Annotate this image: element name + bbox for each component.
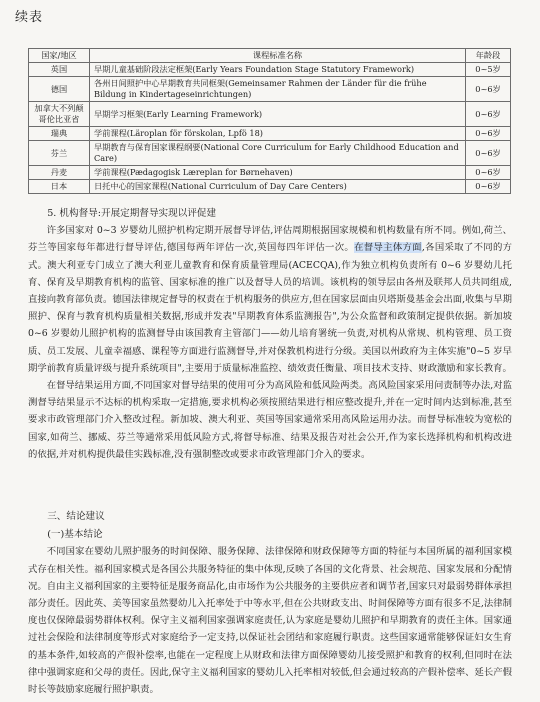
cell-age: 0~6岁 [466,141,511,166]
header-country: 国家/地区 [29,49,90,63]
continued-table-label: 续表 [15,10,44,25]
cell-age: 0~6岁 [466,77,511,102]
cell-age: 0~5岁 [466,63,511,77]
curriculum-standards-table [28,48,511,194]
section-3-heading: 三、结论建议 [47,511,105,522]
cell-country: 德国 [29,77,90,102]
paragraph-text: 许多国家对 0~3 岁婴幼儿照护机构定期开展督导评估,评估周期根据国家规模和机构数量有所不同。例如,荷兰、芬兰等国家每年都进行督导评估,德国每两年评估一次,英国每四年评估一次。 [28,225,512,254]
cell-standard: 日托中心的国家课程(National Curriculum of Day Care Centers) [90,180,466,194]
cell-country: 芬兰 [29,141,90,166]
section-5-heading: 5. 机构督导:开展定期督导实现以评促建 [47,208,217,219]
table-header-row [29,49,511,63]
cell-standard: 学前课程(Läroplan för förskolan, Lpfö 18) [90,127,466,141]
paragraph: 在督导结果运用方面,不同国家对督导结果的使用可分为高风险和低风险两类。高风险国家采用问责制等办法,对监测督导结果显示不达标的机构采取一定措施,要求机构必须按照结果进行相应整改提升,并在一定时间内达到标准,甚至要求市政管理部门介入整改过程。新加坡、澳大利亚、英国等国家通常采用高风险运用办法。而督导标准较为宽松的国家,如荷兰、挪威、芬兰等通常采用低风险方式,将督导标准、结果及报告对社会公开,作为家长选择机构和机构改进的依据,并对机构提供最佳实践标准,没有强制整改或要求市政管理部门介入的要求。 [28,380,512,460]
cell-age: 0~6岁 [466,180,511,194]
header-standard: 课程标准名称 [90,49,466,63]
cell-age: 0~6岁 [466,127,511,141]
cell-country: 英国 [29,63,90,77]
cell-country: 丹麦 [29,166,90,180]
cell-country: 日本 [29,180,90,194]
cell-standard: 各州日间照护中心早期教育共同框架(Gemeinsamer Rahmen der Länder für die frühe Bildung in Kindertageseinrichtungen) [90,77,466,102]
subsection-heading: (一)基本结论 [47,529,103,541]
section-5 [28,205,512,463]
cell-standard: 学前课程(Pædagogisk Læreplan for Børnehaven) [90,166,466,180]
section-conclusion [28,508,512,698]
paragraph [28,222,512,377]
table-row [29,63,511,77]
cell-age: 0~6岁 [466,166,511,180]
table-row [29,166,511,180]
header-age: 年龄段 [466,49,511,63]
cell-standard: 早期儿童基础阶段法定框架(Early Years Foundation Stage Statutory Framework) [90,63,466,77]
table-row [29,102,511,127]
table-row [29,141,511,166]
table-row [29,77,511,102]
paragraph: 不同国家在婴幼儿照护服务的时间保障、服务保障、法律保障和财政保障等方面的特征与本国所属的福利国家模式存在相关性。福利国家模式是各国公共服务特征的集中体现,反映了各国的文化背景、社会规范、国家发展和分配情况。自由主义福利国家的主要特征是服务商品化,由市场作为公共服务的主要供应者和调节者,国家只对最弱势群体承担部分责任。因此英、美等国家虽然婴幼儿入托率处于中等水平,但在公共财政支出、时间保障等方面有很多不足,法律制度也仅保障最弱势群体权利。保守主义福利国家强调家庭责任,认为家庭是婴幼儿照护和早期教育的责任主体。国家通过社会保险和法律制度等形式对家庭给予一定支持,以保证社会团结和家庭履行职责。这些国家通常能够保证妇女生育的基本条件,如较高的产假补偿率,也能在一定程度上从财政和法律方面保障婴幼儿接受照护和教育的权利,但同时在法律中强调家庭和父母的责任。因此,保守主义福利国家的婴幼儿入托率相对较低,但会通过较高的产假补偿率、延长产假时长等鼓励家庭履行照护职责。 [28,546,512,696]
table-row [29,127,511,141]
cell-country: 瑞典 [29,127,90,141]
cell-country: 加拿大不列颠哥伦比亚省 [29,102,90,127]
table-row [29,180,511,194]
cell-age: 0~6岁 [466,102,511,127]
cell-standard: 早期教育与保育国家课程纲要(National Core Curriculum for Early Childhood Education and Care) [90,141,466,166]
selected-text-highlight[interactable]: 在督导主体方面 [354,242,422,254]
cell-standard: 早期学习框架(Early Learning Framework) [90,102,466,127]
paragraph-text: ,各国采取了不同的方式。澳大利亚专门成立了澳大利亚儿童教育和保育质量管理局(ACECQA),作为独立机构负责所有 0~6 岁婴幼儿托育、保育及早期教育机构的监管、国家标准的推广以及督导人员的培训。该机构的领导层由各州及联邦人员共同组成,直接向教育部负责。德国法律规定督导的权责在于机构服务的供应方,但在国家层面由贝塔斯曼基金会出面,收集与早期照护、保育与教育机构质量相关数据,形成并发表"早期教育体系监测报告",为公众监督和政策制定提供依据。新加坡 0~6 岁婴幼儿照护机构的监测督导由该国教育主管部门——幼儿培育署统一负责,对机构从常规、机构管理、员工资质、员工发展、儿童幸福感、课程等方面进行监测督导,并对保教机构进行分级。美国以州政府为主体实施"0~5 岁早期学前教育质量评级与提升系统项目",主要用于质量标准监控、绩效责任衡量、项目技术支持、财政激励和家长教育。 [28,242,512,374]
